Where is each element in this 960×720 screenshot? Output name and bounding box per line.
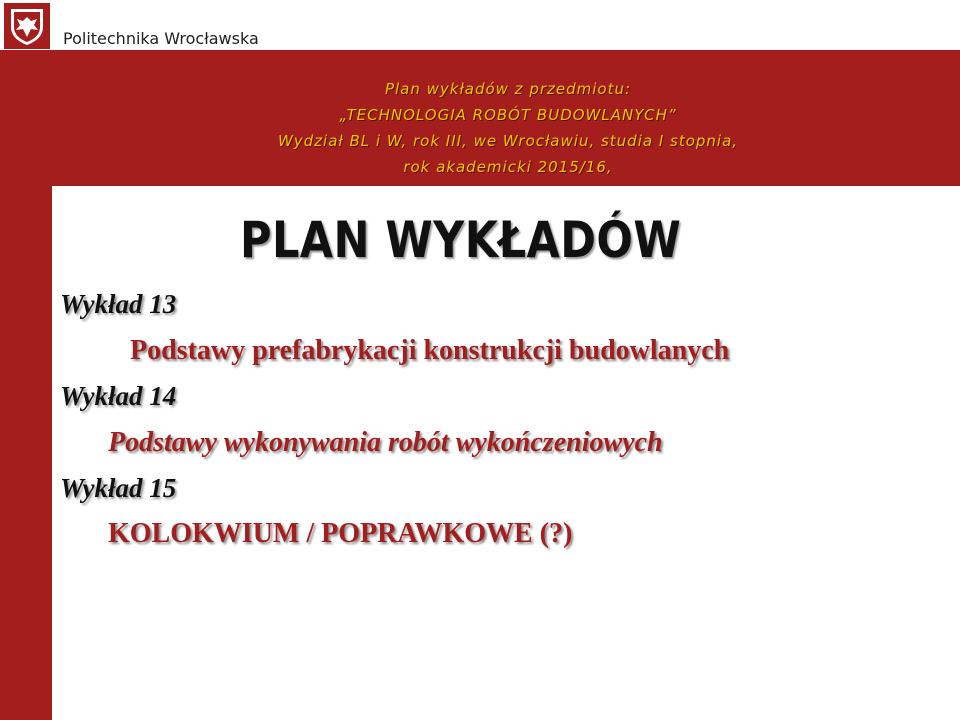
lecture-topic: KOLOKWIUM / POPRAWKOWE (?) [108, 518, 573, 549]
lecture-label: Wykład 14 [60, 381, 177, 411]
header-line-2: „TECHNOLOGIA ROBÓT BUDOWLANYCH” [339, 106, 677, 124]
page-title: PLAN WYKŁADÓW [240, 211, 682, 269]
top-bar [0, 0, 960, 50]
header-line-3: Wydział BL i W, rok III, we Wrocławiu, studia I stopnia, [277, 132, 739, 150]
lecture-topic: Podstawy prefabrykacji konstrukcji budowlanych [130, 335, 730, 366]
header-line-4: rok akademicki 2015/16, [403, 158, 613, 176]
lecture-label: Wykład 13 [60, 289, 177, 319]
eagle-crest-icon [4, 3, 50, 49]
header-text [0, 76, 960, 180]
lecture-label: Wykład 15 [60, 473, 177, 503]
side-accent-bar [0, 186, 52, 720]
header-line-1: Plan wykładów z przedmiotu: [384, 80, 632, 98]
brand-name: Politechnika Wrocławska [63, 29, 259, 48]
lecture-topic: Podstawy wykonywania robót wykończeniowych [108, 427, 663, 458]
